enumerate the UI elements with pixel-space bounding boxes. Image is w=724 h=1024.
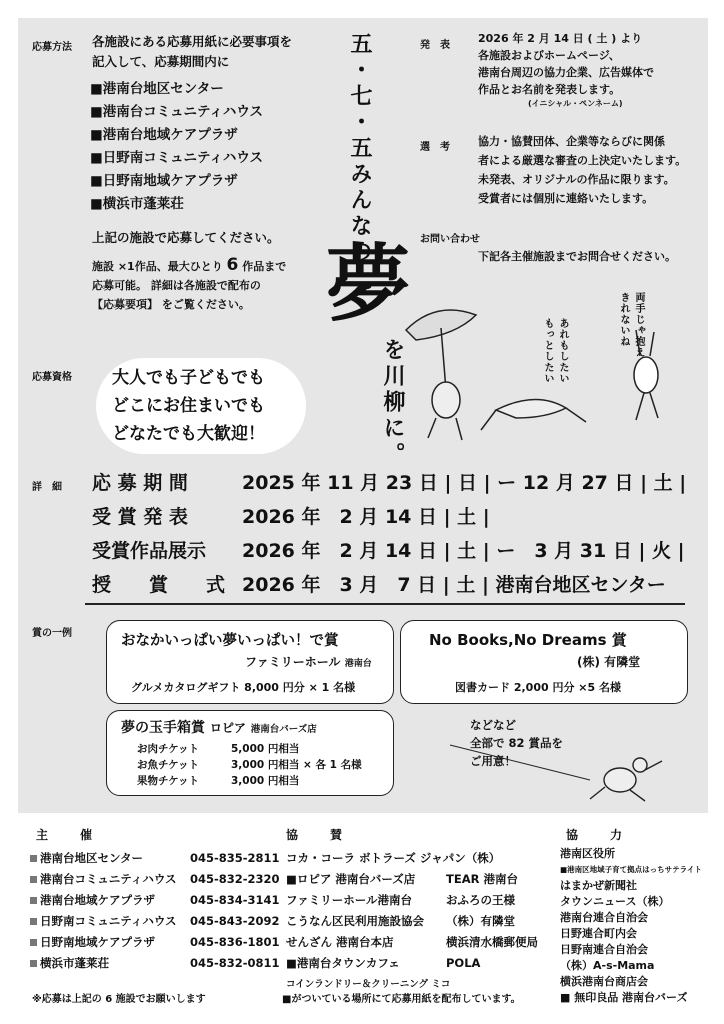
sponsors-column	[286, 826, 352, 843]
apply-limit: 施設 ×1作品、最大ひとり 6 作品まで 応募可能。 詳細は各施設で配布の 【応募要項】 をご覧ください。	[92, 255, 287, 311]
sponsor-item: ■ロピア 港南台バーズ店	[286, 872, 416, 886]
schedule-row: 受 賞 発 表 2026 年 2 月 14 日 | 土 |	[92, 506, 490, 528]
cooperator-item: ■港南区地域子育て拠点はっちサテライト	[560, 865, 702, 874]
title-vertical-2: を川柳に。	[380, 338, 405, 468]
organizers-note: ※応募は上記の 6 施設でお願いします	[32, 994, 206, 1005]
sponsor-item: せんざん 港南台本店	[286, 935, 394, 949]
cooperator-item: （株）A-s-Mama	[560, 959, 655, 972]
sponsor-item: 横浜清水橋郵便局	[446, 935, 538, 949]
speech-bubble-a: 両手じゃ抱えきれないね	[618, 292, 644, 358]
facility-item: ■港南台地域ケアプラザ	[90, 127, 238, 143]
selection-text: 協力・協賛団体、企業等ならびに関係 者による厳選な審査の上決定いたします。 未発表、オリジナルの作品に限ります。 受賞者には個別に連絡いたします。	[478, 135, 687, 205]
cooperators-label: 協 力	[566, 828, 633, 842]
inquiry-text: 下記各主催施設までお問合せください。	[478, 250, 676, 263]
eligibility-label: 応募資格	[32, 372, 72, 383]
announce-label: 発 表	[420, 40, 450, 51]
cooperators-column	[566, 826, 632, 843]
facility-item: ■日野南コミュニティハウス	[90, 150, 263, 166]
sponsor-item: TEAR 港南台	[446, 872, 518, 886]
selection-label: 選 考	[420, 142, 450, 153]
cooperator-item: 港南区役所	[560, 847, 615, 860]
schedule-row: 受賞作品展示 2026 年 2 月 14 日 | 土 | ー 3 月 31 日 | 火 |	[92, 540, 685, 562]
prizes-label: 賞の一例	[32, 628, 72, 639]
title-big-dream: 夢	[326, 234, 411, 333]
schedule-row: 授 賞 式 2026 年 3 月 7 日 | 土 | 港南台地区センター	[92, 574, 666, 596]
inquiry-label: お問い合わせ	[420, 234, 480, 245]
prizes-note: などなど 全部で 82 賞品を ご用意！	[470, 718, 564, 768]
organizer-item: 日野南コミュニティハウス 045-843-2092	[30, 911, 280, 932]
prize-box-3: 夢の玉手箱賞 ロピア 港南台バーズ店 お肉チケット 5,000 円相当 お魚チケット 3,000 円相当 × 各 1 名様 果物チケット 3,000 円相当	[106, 710, 394, 796]
sponsor-item: （株）有隣堂	[446, 914, 515, 928]
facility-item: ■横浜市蓬莱荘	[90, 196, 184, 212]
organizers-column	[36, 826, 102, 843]
sponsor-item: コインランドリー＆クリーニング ミコ	[286, 979, 451, 990]
cooperator-item: 港南台連合自治会	[560, 911, 648, 924]
sponsor-list-right	[446, 869, 538, 974]
sponsor-item: おふろの王様	[446, 893, 515, 907]
sponsors-note: ■がついている場所にて応募用紙を配布しています。	[282, 994, 521, 1005]
cooperator-item: はまかぜ新聞社	[560, 879, 637, 892]
facility-item: ■日野南地域ケアプラザ	[90, 173, 238, 189]
speech-bubble-b: あれもしたいもっとしたい	[542, 318, 568, 384]
apply-after: 上記の施設で応募してください。	[92, 230, 280, 245]
organizer-item: 港南台地区センター 045-835-2811	[30, 848, 280, 869]
sponsor-item: コカ・コーラ ボトラーズ ジャパン（株）	[286, 851, 501, 865]
sponsor-item: こうなん区民利用施設協会	[286, 914, 424, 928]
cooperator-item: 横浜港南台商店会	[560, 975, 648, 988]
facility-list	[90, 78, 263, 216]
cooperator-item: 日野連合町内会	[560, 927, 637, 940]
details-label: 詳 細	[32, 482, 62, 493]
cooperator-list	[560, 846, 702, 1006]
organizers-label: 主 催	[36, 828, 103, 842]
sponsors-label: 協 賛	[286, 828, 353, 842]
organizer-item: 日野南地域ケアプラザ 045-836-1801	[30, 932, 280, 953]
facility-item: ■港南台コミュニティハウス	[90, 104, 263, 120]
cooperator-item: タウンニュース（株）	[560, 895, 670, 908]
organizer-item: 横浜市蓬莱荘 045-832-0811	[30, 953, 280, 974]
announce-text: 2026 年 2 月 14 日 ( 土 ) より 各施設およびホームページ、 港南台周辺の協力企業、広告媒体で 作品とお名前を発表します。 (イニシャル・ペンネーム)	[478, 32, 654, 108]
sponsor-item: ファミリーホール港南台	[286, 893, 413, 907]
cooperator-item: ■ 無印良品 港南台バーズ	[560, 991, 688, 1004]
organizer-item: 港南台コミュニティハウス 045-832-2320	[30, 869, 280, 890]
apply-label: 応募方法	[32, 42, 72, 53]
cooperator-item: 日野南連合自治会	[560, 943, 648, 956]
facility-item: ■港南台地区センター	[90, 81, 224, 97]
organizer-item: 港南台地域ケアプラザ 045-834-3141	[30, 890, 280, 911]
sponsor-item: ■港南台タウンカフェ	[286, 956, 400, 970]
title-vertical-1: 五・七・五みんなの	[347, 32, 372, 266]
frog-illustration	[440, 735, 680, 805]
organizer-list	[30, 848, 280, 974]
sponsor-item: POLA	[446, 956, 481, 970]
prize-box-1: おなかいっぱい夢いっぱい！で賞 ファミリーホール 港南台 グルメカタログギフト 8,000 円分 × 1 名様	[106, 620, 394, 704]
prize-box-2: No Books,No Dreams 賞 (株) 有隣堂 図書カード 2,000 円分 ×5 名様	[400, 620, 688, 704]
schedule-row: 応 募 期 間 2025 年 11 月 23 日 | 日 | ー 12 月 27 日 | 土 |	[92, 472, 687, 494]
divider	[85, 603, 685, 605]
eligibility-text: 大人でも子どもでも どこにお住まいでも どなたでも大歓迎！	[112, 368, 265, 444]
apply-intro: 各施設にある応募用紙に必要事項を 記入して、応募期間内に	[92, 34, 293, 69]
